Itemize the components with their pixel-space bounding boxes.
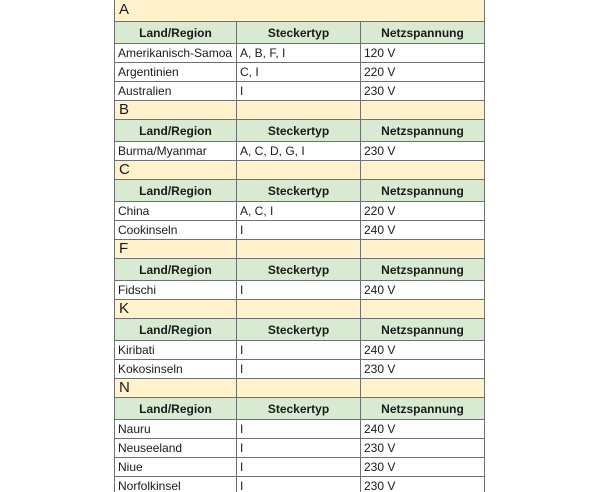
column-header-plug: Steckertyp	[237, 259, 361, 281]
section-letter: F	[115, 240, 237, 259]
plug-cell: I	[237, 477, 361, 492]
voltage-cell: 120 V	[361, 44, 485, 63]
section-letter-row-a	[115, 0, 485, 22]
table-row	[115, 221, 485, 240]
table-row	[115, 44, 485, 63]
column-header-row	[115, 22, 485, 44]
region-cell: Neuseeland	[115, 439, 237, 458]
voltage-cell: 230 V	[361, 82, 485, 101]
section-letter-spacer-cell	[237, 240, 361, 259]
section-letter-row-c	[115, 161, 485, 180]
region-cell: Australien	[115, 82, 237, 101]
voltage-cell: 240 V	[361, 221, 485, 240]
section-letter: C	[115, 161, 237, 180]
plug-cell: C, I	[237, 63, 361, 82]
column-header-voltage: Netzspannung	[361, 319, 485, 341]
region-cell: China	[115, 202, 237, 221]
column-header-row	[115, 398, 485, 420]
voltage-cell: 230 V	[361, 142, 485, 161]
section-letter-row-f	[115, 240, 485, 259]
section-letter-spacer-cell	[361, 101, 485, 120]
column-header-voltage: Netzspannung	[361, 180, 485, 202]
section-letter: N	[115, 379, 237, 398]
table-row	[115, 202, 485, 221]
section-letter-row-b	[115, 101, 485, 120]
section-letter-spacer-cell	[361, 379, 485, 398]
plug-cell: A, C, I	[237, 202, 361, 221]
region-cell: Kiribati	[115, 341, 237, 360]
section-letter-row-n	[115, 379, 485, 398]
region-cell: Nauru	[115, 420, 237, 439]
section-letter-spacer-cell	[237, 300, 361, 319]
column-header-row	[115, 319, 485, 341]
voltage-cell: 240 V	[361, 420, 485, 439]
voltage-cell: 220 V	[361, 202, 485, 221]
column-header-region: Land/Region	[115, 22, 237, 44]
plug-cell: I	[237, 439, 361, 458]
table-row	[115, 63, 485, 82]
table-row	[115, 142, 485, 161]
region-cell: Cookinseln	[115, 221, 237, 240]
section-letter-spacer-cell	[361, 300, 485, 319]
region-cell: Niue	[115, 458, 237, 477]
table-row	[115, 477, 485, 492]
table-body	[115, 0, 485, 492]
column-header-row	[115, 259, 485, 281]
table-row	[115, 360, 485, 379]
plug-cell: A, B, F, I	[237, 44, 361, 63]
column-header-region: Land/Region	[115, 259, 237, 281]
column-header-region: Land/Region	[115, 120, 237, 142]
plug-voltage-table	[114, 0, 485, 492]
region-cell: Amerikanisch-Samoa	[115, 44, 237, 63]
column-header-plug: Steckertyp	[237, 319, 361, 341]
column-header-plug: Steckertyp	[237, 22, 361, 44]
column-header-region: Land/Region	[115, 180, 237, 202]
plug-cell: I	[237, 221, 361, 240]
column-header-row	[115, 180, 485, 202]
region-cell: Fidschi	[115, 281, 237, 300]
table-row	[115, 439, 485, 458]
column-header-voltage: Netzspannung	[361, 22, 485, 44]
section-letter-spacer-cell	[237, 161, 361, 180]
voltage-cell: 220 V	[361, 63, 485, 82]
table-row	[115, 341, 485, 360]
voltage-cell: 230 V	[361, 477, 485, 492]
section-letter: B	[115, 101, 237, 120]
section-letter: A	[115, 0, 485, 22]
column-header-region: Land/Region	[115, 319, 237, 341]
plug-cell: I	[237, 360, 361, 379]
column-header-row	[115, 120, 485, 142]
voltage-cell: 230 V	[361, 458, 485, 477]
table-row	[115, 82, 485, 101]
table-row	[115, 281, 485, 300]
column-header-region: Land/Region	[115, 398, 237, 420]
column-header-plug: Steckertyp	[237, 398, 361, 420]
table-row	[115, 420, 485, 439]
table-row	[115, 458, 485, 477]
section-letter: K	[115, 300, 237, 319]
plug-cell: A, C, D, G, I	[237, 142, 361, 161]
plug-cell: I	[237, 458, 361, 477]
section-letter-spacer-cell	[237, 379, 361, 398]
section-letter-spacer-cell	[237, 101, 361, 120]
voltage-cell: 240 V	[361, 281, 485, 300]
plug-cell: I	[237, 341, 361, 360]
section-letter-spacer-cell	[361, 240, 485, 259]
section-letter-spacer-cell	[361, 161, 485, 180]
region-cell: Kokosinseln	[115, 360, 237, 379]
column-header-plug: Steckertyp	[237, 120, 361, 142]
column-header-plug: Steckertyp	[237, 180, 361, 202]
voltage-cell: 240 V	[361, 341, 485, 360]
region-cell: Norfolkinsel	[115, 477, 237, 492]
plug-cell: I	[237, 82, 361, 101]
plug-cell: I	[237, 420, 361, 439]
region-cell: Burma/Myanmar	[115, 142, 237, 161]
voltage-cell: 230 V	[361, 439, 485, 458]
plug-cell: I	[237, 281, 361, 300]
column-header-voltage: Netzspannung	[361, 120, 485, 142]
region-cell: Argentinien	[115, 63, 237, 82]
column-header-voltage: Netzspannung	[361, 398, 485, 420]
voltage-cell: 230 V	[361, 360, 485, 379]
section-letter-row-k	[115, 300, 485, 319]
column-header-voltage: Netzspannung	[361, 259, 485, 281]
